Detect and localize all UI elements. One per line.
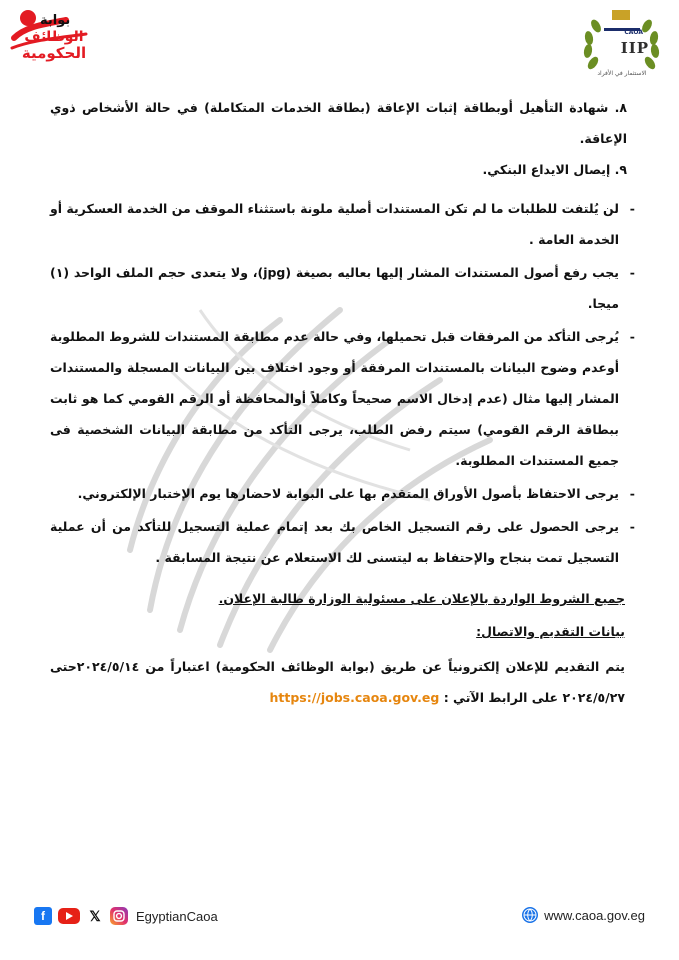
document-body — [50, 92, 635, 713]
globe-icon — [522, 907, 538, 923]
bullet-item-keep-originals — [50, 478, 635, 509]
website-link[interactable] — [522, 907, 645, 923]
bullet-item-upload-format — [50, 257, 635, 319]
bullet-text: يجب رفع أصول المستندات المشار إليها بعاليه بصيغة (jpg)، ولا يتعدى حجم الملف الواحد (١) ميجا. — [50, 265, 619, 311]
apply-link[interactable]: https://jobs.caoa.gov.eg — [269, 690, 440, 705]
logo-line-3: الحكومية — [21, 44, 87, 63]
website-text[interactable]: www.caoa.gov.eg — [544, 907, 645, 923]
item-text: إيصال الايداع البنكي. — [482, 162, 611, 177]
dash-bullet-icon — [630, 478, 635, 509]
numbered-item-8 — [50, 92, 635, 154]
bullet-text: يُرجى التأكد من المرفقات قبل تحميلها، وفي حالة عدم مطابقة المستندات للشروط المطلوبة أوعدم وضوح البيانات بالمستندات المرفقة أو وجود اختلاف بين البيانات المسجلة والمستندات المشار إليها مثال (عدم إدخال الاسم صحيحاً وكاملاً أوالمحافظة أو الرقم القومي كما هو ثابت ببطاقة الرقم القومي) سيتم رفض الطلب، يرجى التأكد من مطابقة البيانات الشخصية فى جميع المستندات المطلوبة. — [50, 329, 619, 468]
instagram-icon[interactable] — [110, 907, 128, 925]
responsibility-notice: جميع الشروط الواردة بالإعلان على مسئولية الوزارة طالبة الإعلان. — [218, 591, 625, 606]
bullet-text: يرجى الحصول على رقم التسجيل الخاص بك بعد إتمام عملية التسجيل للتأكد من أن عملية التسجيل تمت بنجاح والإحتفاظ به ليتسنى لك الاستعلام عن نتيجة المسابقة . — [50, 519, 619, 565]
logo-line-2: الوظائف — [24, 28, 84, 45]
bullet-item-original-documents — [50, 193, 635, 255]
iip-caption: الاستثمار في الأفراد — [597, 70, 647, 77]
bullet-item-registration-number — [50, 511, 635, 573]
bullet-text: لن يُلتفت للطلبات ما لم تكن المستندات أصلية ملونة باستثناء الموقف من الخدمة العسكرية أو الخدمة العامة . — [49, 201, 619, 247]
caoa-label: CAOA — [624, 29, 643, 36]
apply-text: يتم التقديم للإعلان إلكترونياً عن طريق (بوابة الوظائف الحكومية) اعتباراً من ٢٠٢٤/٥/١٤حتى ٢٠٢٤/٥/٢٧ على الرابط الآتي : — [50, 659, 625, 705]
youtube-icon[interactable] — [58, 908, 80, 924]
facebook-icon[interactable]: f — [34, 907, 52, 925]
numbered-item-9 — [50, 154, 635, 185]
bullet-item-verify-attachments — [50, 321, 635, 476]
footer — [34, 905, 645, 933]
dash-bullet-icon — [630, 511, 635, 542]
social-handle[interactable]: EgyptianCaoa — [136, 908, 218, 924]
apply-paragraph — [50, 651, 635, 713]
item-text: شهادة التأهيل أوبطاقة إثبات الإعاقة (بطاقة الخدمات المتكاملة) في حالة الأشخاص ذوي الإعاقة. — [50, 100, 627, 146]
item-number: ٨. — [614, 100, 627, 115]
dash-bullet-icon — [630, 193, 635, 224]
bullet-text: يرجى الاحتفاظ بأصول الأوراق المتقدم بها على البوابة لاحضارها يوم الإختبار الإلكتروني. — [77, 486, 619, 501]
dash-bullet-icon — [630, 321, 635, 352]
dash-bullet-icon — [630, 257, 635, 288]
x-icon[interactable]: 𝕏 — [86, 907, 104, 925]
logo-line-1: بوابة — [40, 13, 71, 28]
iip-label: IIP — [620, 39, 649, 57]
social-links — [34, 907, 218, 925]
contact-heading: بيانات التقديم والاتصال: — [476, 624, 625, 639]
item-number: ٩. — [614, 162, 627, 177]
